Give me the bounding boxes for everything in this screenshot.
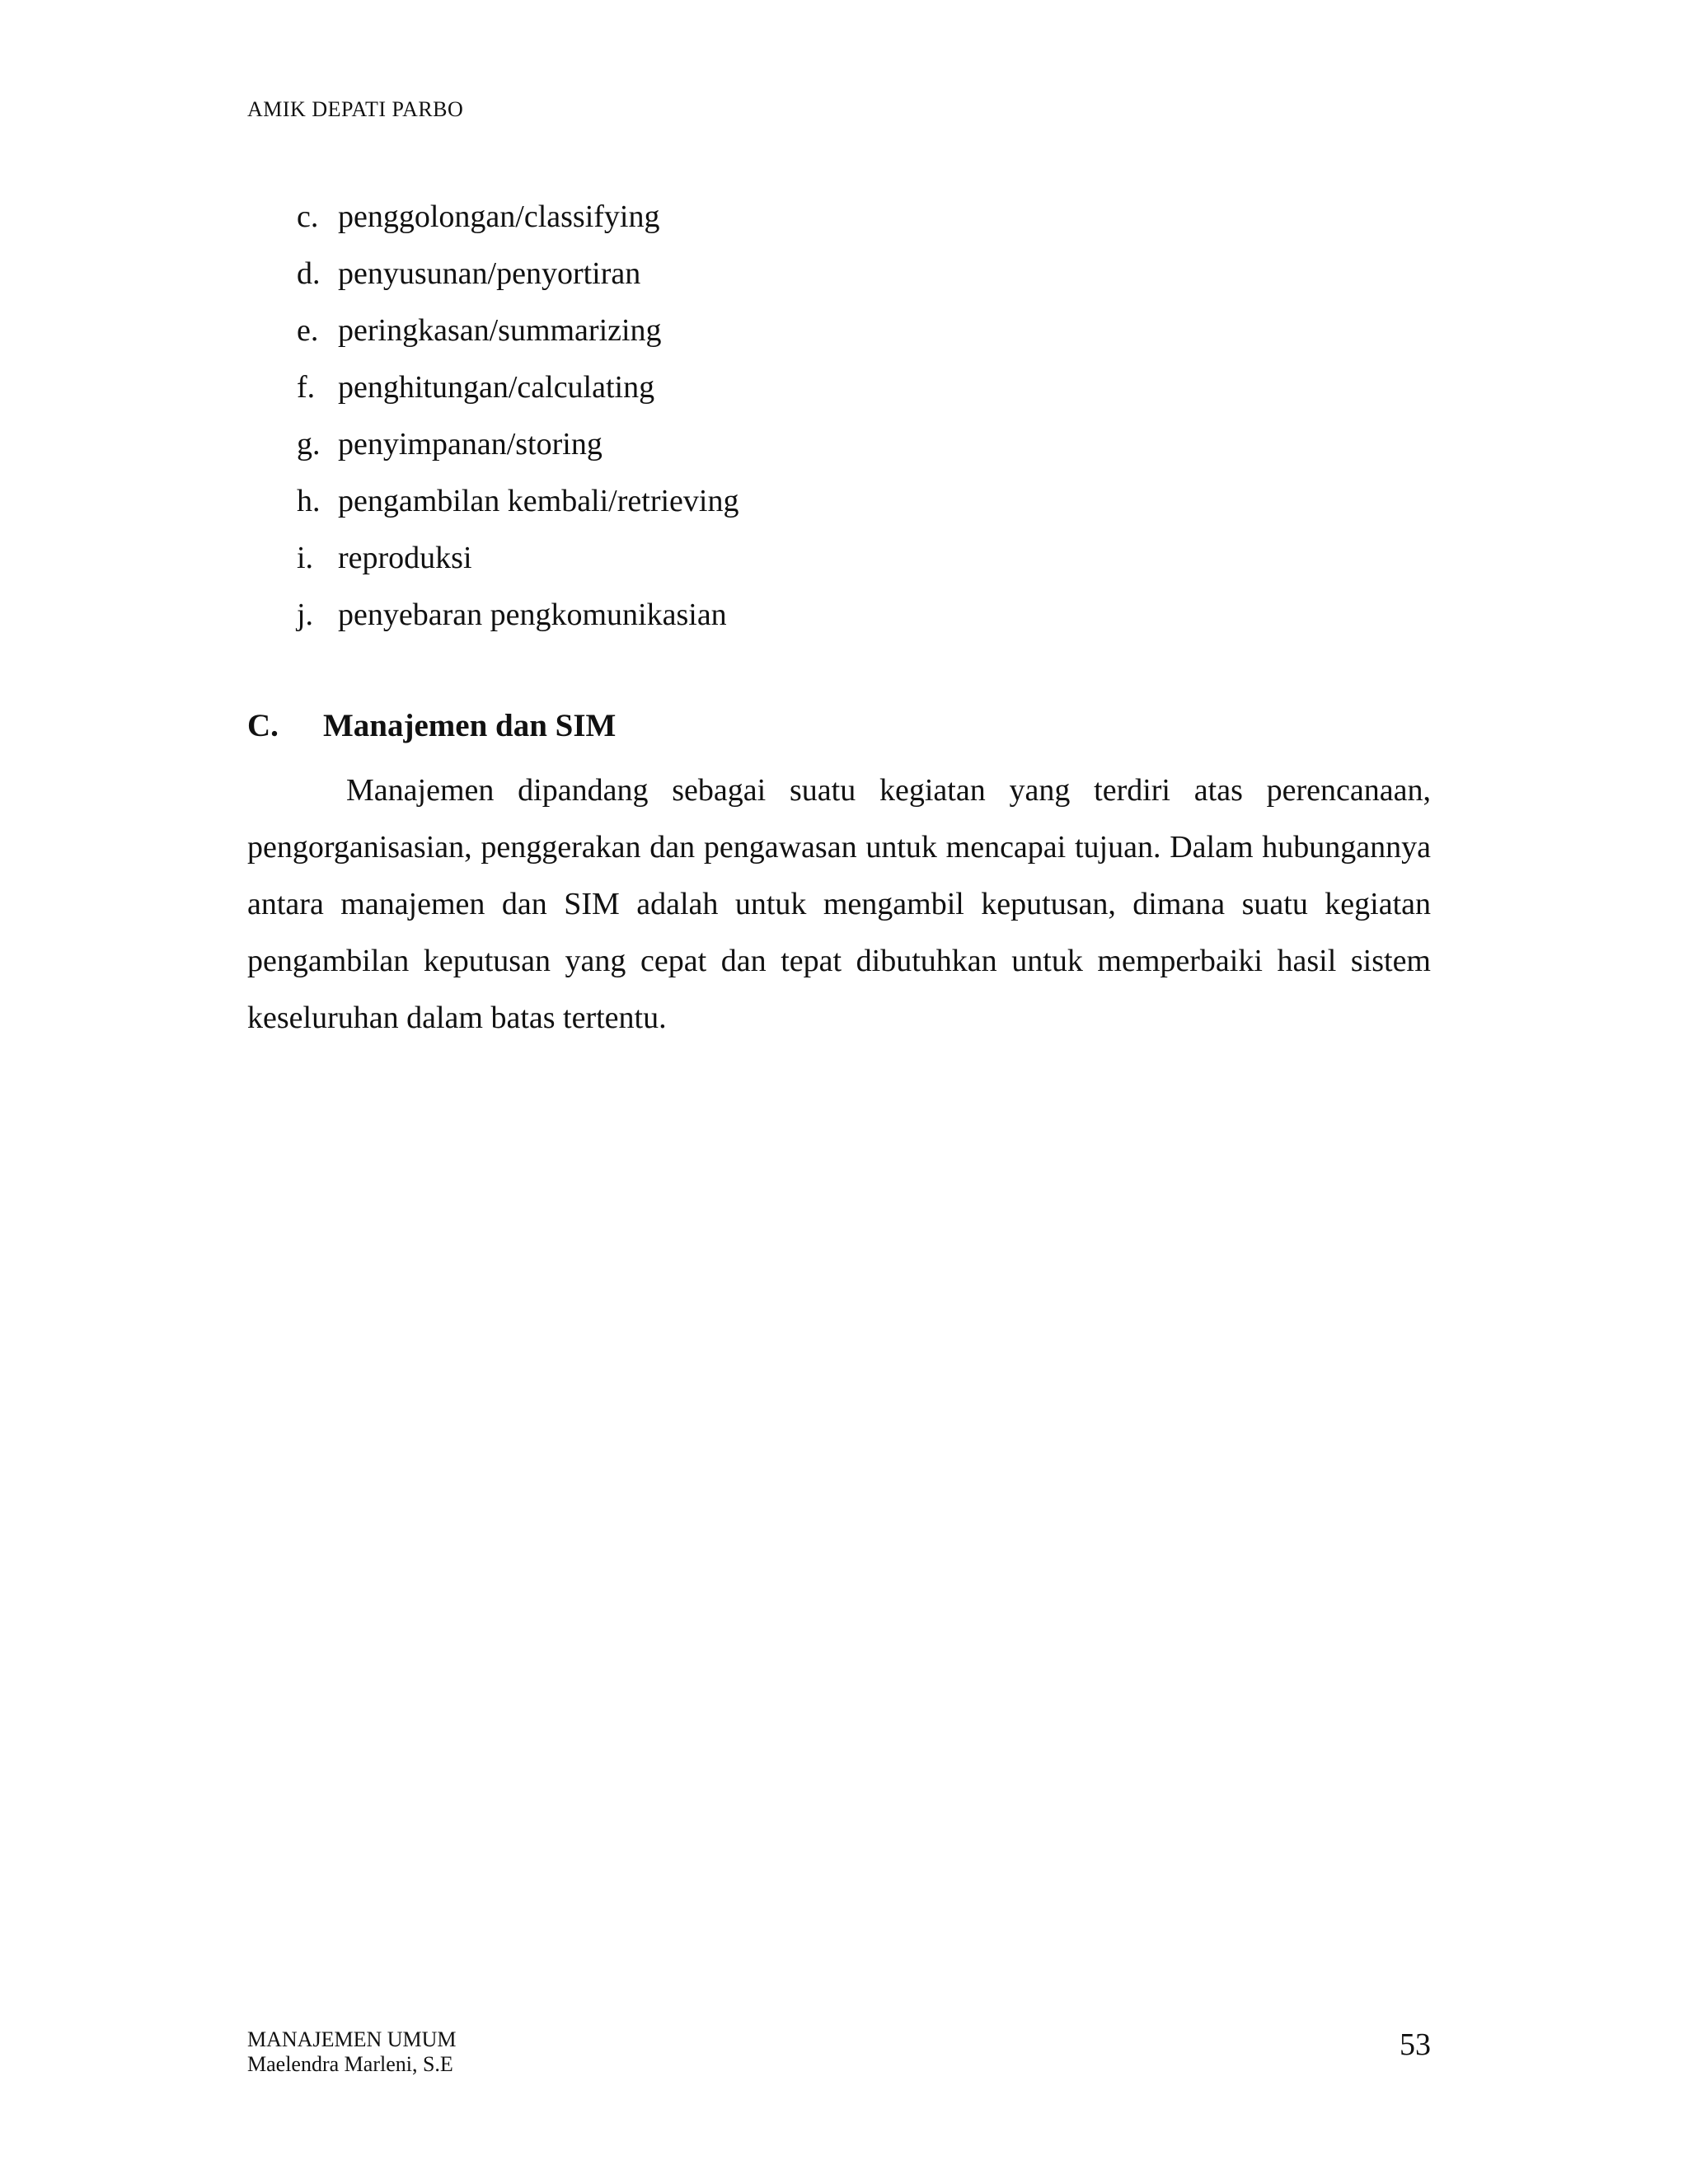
list-item-text: penghitungan/calculating <box>338 370 655 405</box>
list-item-letter: c. <box>297 199 319 234</box>
list-item-text: penggolongan/classifying <box>338 199 660 234</box>
list-item <box>297 482 738 539</box>
list-item-text: reproduksi <box>338 541 472 575</box>
list-item-text: peringkasan/summarizing <box>338 313 662 348</box>
list-item-letter: e. <box>297 313 319 348</box>
section-paragraph: Manajemen dipandang sebagai suatu kegiatan yang terdiri atas perencanaan, pengorganisasian, penggerakan dan pengawasan untuk mencapai tujuan. Dalam hubungannya antara manajemen dan SIM adalah untuk mengambil keputusan, dimana suatu kegiatan pengambilan keputusan yang cepat dan tepat dibutuhkan untuk memperbaiki hasil sistem keseluruhan dalam batas tertentu. <box>247 773 1431 1035</box>
section-letter: C. <box>247 708 279 743</box>
list-item <box>297 596 738 653</box>
list-item-text: penyimpanan/storing <box>338 427 603 462</box>
section-heading <box>247 707 616 745</box>
list-item-letter: g. <box>297 427 321 462</box>
footer-course: MANAJEMEN UMUM <box>247 2027 457 2051</box>
list-item-letter: h. <box>297 484 321 518</box>
processing-steps-list <box>297 198 738 653</box>
list-item <box>297 255 738 312</box>
list-item <box>297 198 738 255</box>
list-item <box>297 312 738 368</box>
list-item-text: pengambilan kembali/retrieving <box>338 484 739 518</box>
list-item-text: penyusunan/penyortiran <box>338 256 641 291</box>
page-footer <box>247 2027 457 2077</box>
list-item <box>297 425 738 482</box>
list-item-text: penyebaran pengkomunikasian <box>338 598 727 632</box>
list-item-letter: d. <box>297 256 321 291</box>
running-header: AMIK DEPATI PARBO <box>247 97 464 121</box>
list-item-letter: f. <box>297 370 316 405</box>
section-title: Manajemen dan SIM <box>323 708 617 743</box>
footer-author: Maelendra Marleni, S.E <box>247 2052 453 2076</box>
list-item-letter: i. <box>297 541 314 575</box>
list-item <box>297 368 738 425</box>
page-number: 53 <box>1400 2027 1431 2062</box>
list-item-letter: j. <box>297 598 314 632</box>
list-item <box>297 539 738 596</box>
